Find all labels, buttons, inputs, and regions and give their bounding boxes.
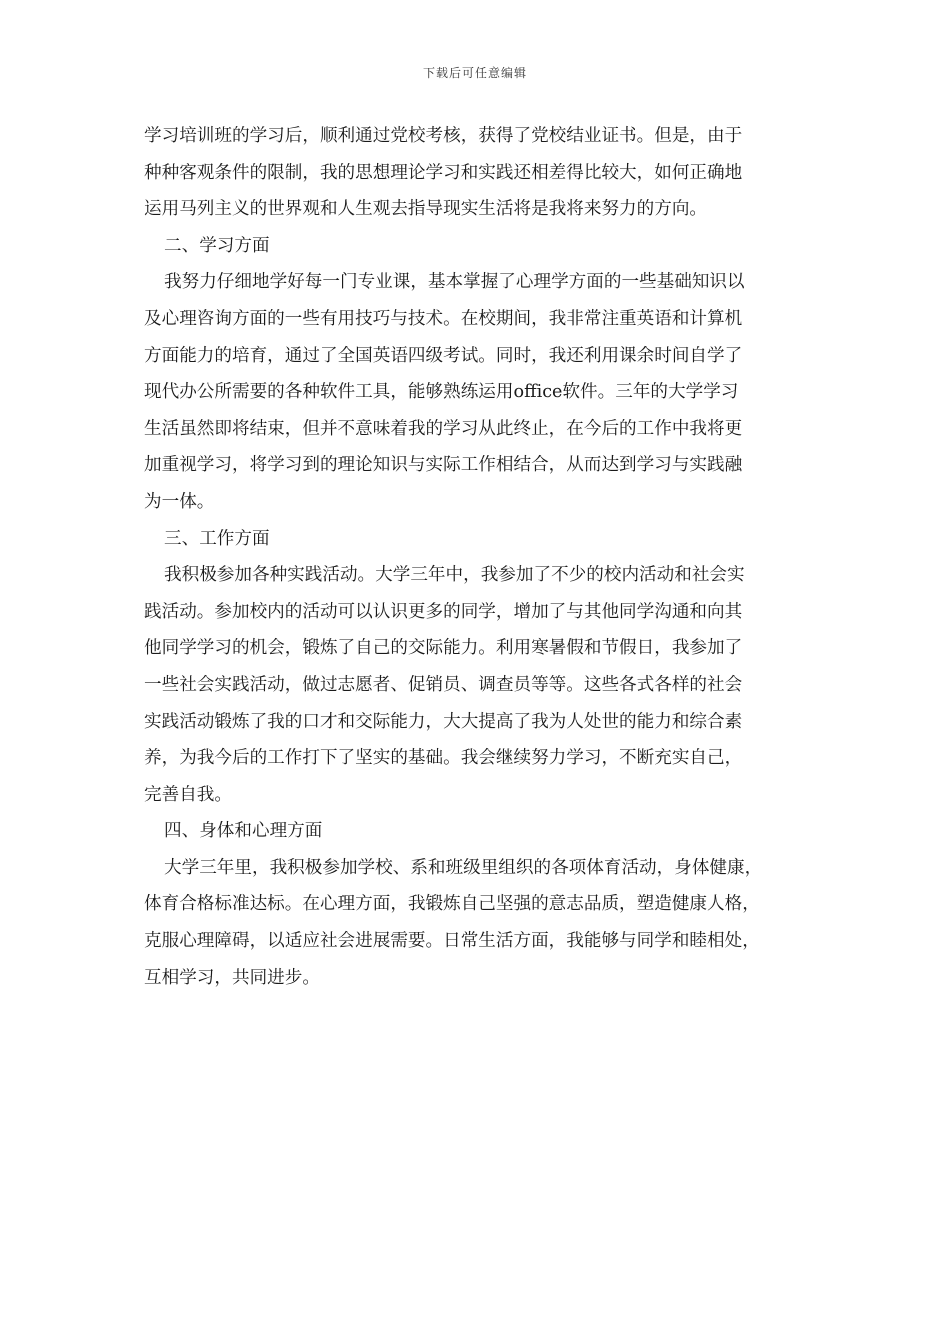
- page-header-note: 下载后可任意编辑: [422, 66, 527, 80]
- paragraph-first-line: 我努力仔细地学好每一门专业课，基本掌握了心理学方面的一些基础知识以: [164, 272, 745, 293]
- body-line: 克服心理障碍，以适应社会进展需要。日常生活方面，我能够与同学和睦相处，: [144, 931, 760, 952]
- document-body: [144, 118, 812, 996]
- body-line: 互相学习，共同进步。: [144, 967, 320, 988]
- body-line: 践活动。参加校内的活动可以认识更多的同学，增加了与其他同学沟通和向其: [144, 601, 743, 622]
- body-line: 完善自我。: [144, 784, 232, 805]
- body-line: 运用马列主义的世界观和人生观去指导现实生活将是我将来努力的方向。: [144, 199, 708, 220]
- body-line: 养，为我今后的工作打下了坚实的基础。我会继续努力学习，不断充实自己，: [144, 748, 743, 769]
- body-line: 体育合格标准达标。在心理方面，我锻炼自己坚强的意志品质，塑造健康人格，: [144, 894, 760, 915]
- body-line: 实践活动锻炼了我的口才和交际能力，大大提高了我为人处世的能力和综合素: [144, 711, 743, 732]
- body-line: 现代办公所需要的各种软件工具，能够熟练运用office软件。三年的大学学习: [144, 382, 739, 403]
- body-line: 一些社会实践活动，做过志愿者、促销员、调查员等等。这些各式各样的社会: [144, 674, 743, 695]
- body-line: 加重视学习，将学习到的理论知识与实际工作相结合，从而达到学习与实践融: [144, 455, 743, 476]
- body-line: 他同学学习的机会，锻炼了自己的交际能力。利用寒暑假和节假日，我参加了: [144, 638, 743, 659]
- body-line: 学习培训班的学习后，顺利通过党校考核，获得了党校结业证书。但是，由于: [144, 126, 743, 146]
- body-line: 方面能力的培育，通过了全国英语四级考试。同时，我还利用课余时间自学了: [144, 345, 743, 366]
- section-heading-work: 三、工作方面: [164, 528, 270, 549]
- body-line: 为一体。: [144, 491, 215, 512]
- paragraph-first-line: 大学三年里，我积极参加学校、系和班级里组织的各项体育活动，身体健康，: [164, 857, 763, 878]
- section-heading-study: 二、学习方面: [164, 235, 270, 256]
- section-heading-body-mind: 四、身体和心理方面: [164, 821, 323, 842]
- body-line: 种种客观条件的限制，我的思想理论学习和实践还相差得比较大，如何正确地: [144, 162, 743, 183]
- paragraph-first-line: 我积极参加各种实践活动。大学三年中，我参加了不少的校内活动和社会实: [164, 565, 745, 586]
- body-line: 及心理咨询方面的一些有用技巧与技术。在校期间，我非常注重英语和计算机: [144, 308, 743, 329]
- body-line: 生活虽然即将结束，但并不意味着我的学习从此终止，在今后的工作中我将更: [144, 418, 743, 439]
